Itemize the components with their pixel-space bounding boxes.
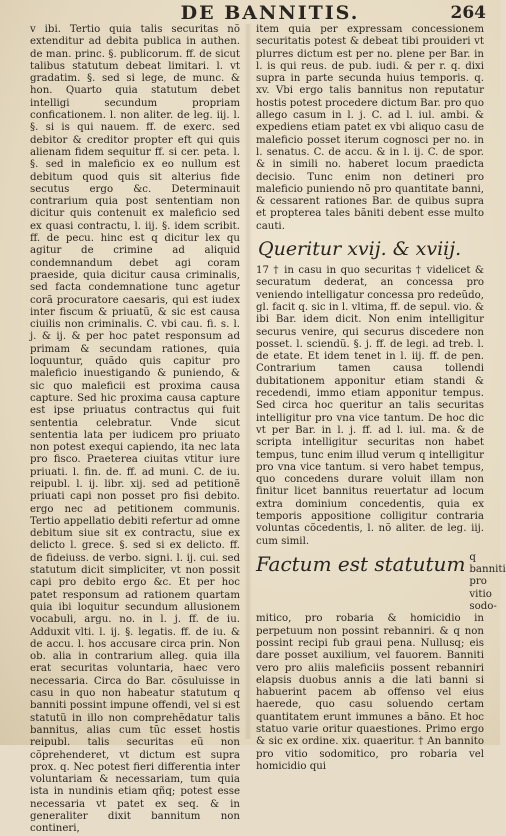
left-column-text: v ibi. Tertio quia talis securitas nõ extenditur ad debita publica in authen. de man. princ. §. publicorum. ff. de sicut talibus statutum debeat limitari. l. vt gradatim. §. sed si lege, de munc. & hon. Quarto quia statutum debet intelligi secundum propriam conficationem. l. non aliter. de leg. iij. l. §. si is qui nauem. ff. de exerc. sed debitor & creditor propter eft qui quis alienam fidem sequitur ff. si cer. peta. l. §. sed in maleficio ex eo nullum est debitum quod quis sit alterius fide secutus ergo &c. Determinauit contrarium quia post sententiam non dicitur quis contenuit ex maleficio sed ex quasi contractu, l. iij. §. idem scribit. ff. de pecu. hinc est q dicitur lex qu agitur de crimine ad aliquid condemnandum debet agi coram praeside, quia dicitur causa criminalis, sed facta condemnatione tunc agetur corã procuratore caesaris, qui est iudex inter fiscum & priuatũ, & sic est causa ciuilis non criminalis. C. vbi cau. fi. s. l. j. & ij. & per hoc patet responsum ad primam & secundam rationes, quia loquuntur, quãdo quis capitur pro maleficio inuestigando & puniendo, & sic quo maleficii est proxima causa capture. Sed hic proxima causa capture est ipse priuatus contractus qui fuit sententia celebratur. Vnde sicut sententia lata per iudicem pro priuato non potest exequi capiendo, ita nec lata pro fisco. Praeterea ciuitas vtitur iure priuati. l. fin. de. ff. ad muni. C. de iu. reipubl. l. ij. libr. xij. sed ad petitionẽ priuati capi non posset pro fisi debito. ergo nec ad petitionem communis. Tertio appellatio debiti refertur ad omne debitum siue sit ex contractu, siue ex delicto l. grece. §. sed si ex delicto. ff. de fideiuss. de verbo. signi. l. ij. cui. sed statutum dicit simpliciter, vt non possit capi pro debito ergo &c. Et per hoc patet responsum ad rationem quartam quia ibi loquitur secundum allusionem vocabuli, argu. no. in l. j. ff. de iu. Adduxit vlti. l. ij. §. legatis. ff. de iu. & de accu. l. hos accusare circa prin. Non ob. alia in contrarium alleg. quia illa erat securitas voluntaria, haec vero necessaria. Circa do Bar. cõsuluisse in casu in quo non habeatur statutum q banniti possint impune offendi, vel si est statutũ in illo non comprehẽdatur talis bannitus, alias cum tũc esset hostis reipubl. talis securitas eũ non cõprehenderet, vt dictum est supra prox. q. Nec potest fieri differentia inter voluntariam & necessariam, tum quia ista in nundinis etiam qñq; potest esse necessaria vt patet ex seq. & in generaliter dixit bannitum non contineri, (30, 24, 240, 835)
factum-side-text: q banniti pro vitio sodo- (469, 551, 506, 613)
section-heading-quaeritur: Queritur xvij. & xviij. (258, 238, 462, 261)
right-column-text-mid: 17 † in casu in quo securitas † videlicet & securatum dederat, an concessa pro veniendo intelligatur concessa pro redeũdo, gl. facit q. sic in l. vltima, ff. de sepul. vio. & ibi Bar. idem dicit. Non enim intelligitur securus venire, qui securus discedere non posset. l. sciendũ. §. j. ff. de legi. ad treb. l. de etate. Et idem tenet in l. iij. ff. de pen. Contrarium tamen causa tollendi dubitationem apponitur etiam standi & recedendi, immo etiam apponitur tempus. Sed circa hoc queritur an talis securitas intelligitur pro vna vice tantum. De hoc dic vt per Bar. in l. j. ff. ad l. iul. ma. & de scripta intelligitur securitas non habet tempus, tunc enim illud verum q intelligitur pro vna vice tantum. si vero habet tempus, quo concedens durare voluit illam non finitur licet bannitus reuertatur ad locum extra dominium concedentis, quia ex temporis appositione colligitur contraria voluntas cõcedentis, l. nõ aliter. de leg. iij. cum simil. (256, 265, 484, 547)
column-gutter (244, 24, 252, 739)
page-header (0, 2, 500, 24)
right-column-text-bottom: mitico, pro robaria & homicidio in perpetuum non possint rebanniri. & q non possint recipi fub graui pena. Nullusq; eis dare posset auxilium, vel fauorem. Banniti vero pro aliis maleficiis possent rebanniri elapsis duobus annis a die lati banni si habuerint pacem ab offenso vel eius haerede, quo casu soluendo certam quantitatem erunt immunes a bãno. Et hoc statuo varie oritur quaestiones. Primo ergo & sic ex ordine. xix. quaeritur. † An bannito pro vitio sodomitico, pro robaria vel homicidio qui (256, 613, 484, 772)
factum-heading-row (256, 551, 506, 613)
right-column-text-top: item quia per expressam concessionem securitatis potest & debeat tibi prouideri vt plurres dictum est per no. plene per Bar. in l. is qui reus. de pub. iudi. & per r. q. dixi supra in parte secunda huius temporis. q. xv. Vbi ergo talis bannitus non reputatur hostis potest procedere dictum Bar. pro quo allego casum in l. j. C. ad l. iul. ambi. & expediens etiam patet ex vbi aliquo casu de maleficio posset iterum cognosci per no. in l. senatus. C. de accu. & in l. ij. C. de spor. & in simili no. haberet locum praedicta decisio. Tunc enim non detineri pro maleficio puniendo nõ pro quantitate banni, & cessarent rationes Bar. de quibus supra et propterea tales bãniti debent esse multo cauti. (256, 24, 484, 232)
page-number: 264 (450, 3, 486, 23)
left-column (30, 24, 240, 836)
right-column (256, 24, 506, 773)
running-head: DE BANNITIS. (180, 2, 360, 24)
section-heading-factum: Factum est statutum (256, 551, 466, 576)
